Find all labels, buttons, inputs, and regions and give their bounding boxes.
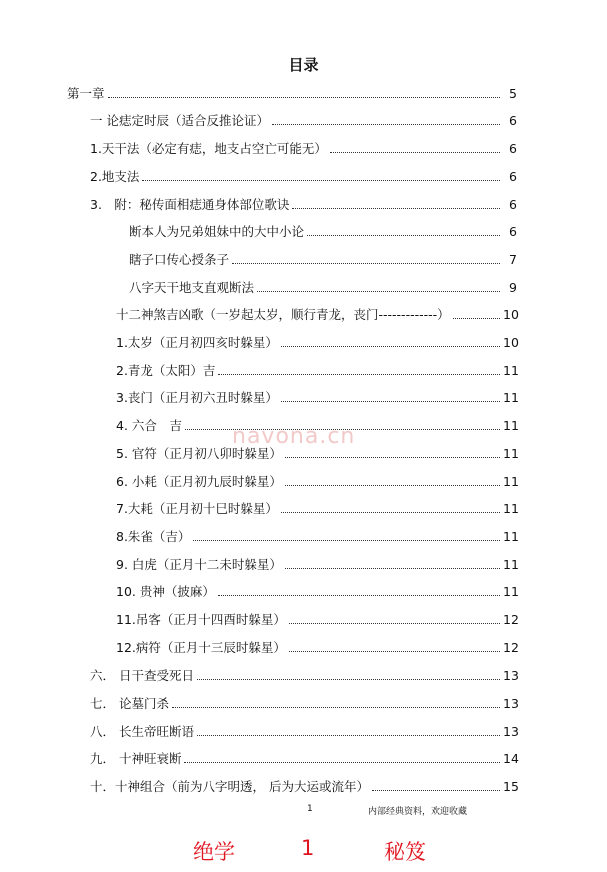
banner-right-text: 秘笈 <box>384 840 426 864</box>
toc-entry-text: 12.病符（正月十三辰时躲星） <box>116 640 286 655</box>
dot-leader <box>289 623 500 624</box>
toc-entry-text: 4. 六合 吉 <box>116 418 182 433</box>
toc-entry-text: 十二神煞吉凶歌（一岁起太岁，顺行青龙，丧门-------------） <box>116 307 450 322</box>
toc-entry-page: 11 <box>503 584 519 599</box>
toc-entry-text: 九． 十神旺衰断 <box>90 751 182 766</box>
toc-entry-text: 9. 白虎（正月十二未时躲星） <box>116 557 282 572</box>
toc-entry[interactable] <box>116 335 517 351</box>
toc-entry-page: 11 <box>503 557 519 572</box>
toc-entry-page: 6 <box>509 197 517 212</box>
toc-entry[interactable] <box>90 696 517 712</box>
toc-entry-text: 一 论痣定时辰（适合反推论证） <box>90 113 269 128</box>
dot-leader <box>453 318 500 319</box>
dot-leader <box>142 180 500 181</box>
toc-entry-text: 1.太岁（正月初四亥时躲星） <box>116 335 278 350</box>
toc-entry-page: 11 <box>503 363 519 378</box>
toc-entry-text: 10. 贵神（披麻） <box>116 584 215 599</box>
toc-entry-page: 6 <box>509 113 517 128</box>
toc-entry[interactable] <box>116 501 517 517</box>
dot-leader <box>218 374 500 375</box>
toc-entry-text: 6. 小耗（正月初九辰时躲星） <box>116 474 282 489</box>
dot-leader <box>218 595 500 596</box>
toc-entry[interactable] <box>116 640 517 656</box>
dot-leader <box>281 346 500 347</box>
watermark-text: navona.cn <box>232 424 356 449</box>
toc-entry-page: 11 <box>503 529 519 544</box>
toc-entry-page: 6 <box>509 141 517 156</box>
toc-entry[interactable] <box>116 529 517 545</box>
toc-entry[interactable] <box>116 307 517 323</box>
toc-entry-text: 八字天干地支直观断法 <box>129 280 255 295</box>
toc-entry-text: 3.丧门（正月初六丑时躲星） <box>116 390 278 405</box>
banner-middle-text: 1 <box>301 836 315 860</box>
dot-leader <box>281 401 500 402</box>
toc-entry-text: 7.大耗（正月初十巳时躲星） <box>116 501 278 516</box>
dot-leader <box>372 790 500 791</box>
toc-entry-text: 瞎子口传心授条子 <box>129 252 230 267</box>
dot-leader <box>281 512 500 513</box>
dot-leader <box>330 152 500 153</box>
dot-leader <box>289 651 500 652</box>
dot-leader <box>108 97 500 98</box>
toc-entry-text: 2.地支法 <box>90 169 140 184</box>
toc-entry[interactable] <box>116 474 517 490</box>
toc-entry-text: 8.朱雀（吉） <box>116 529 191 544</box>
toc-entry[interactable] <box>90 668 517 684</box>
toc-entry[interactable] <box>116 363 517 379</box>
footer-note: 内部经典资料，欢迎收藏 <box>368 807 468 817</box>
toc-entry[interactable] <box>90 113 517 129</box>
toc-entry-page: 5 <box>509 86 517 101</box>
toc-entry-text: 十．十神组合（前为八字明透， 后为大运或流年） <box>90 779 369 794</box>
toc-entry[interactable] <box>116 390 517 406</box>
toc-entry[interactable] <box>67 86 517 102</box>
toc-entry-page: 14 <box>503 751 519 766</box>
dot-leader <box>232 263 500 264</box>
toc-entry-page: 13 <box>503 724 519 739</box>
toc-entry[interactable] <box>129 224 517 240</box>
toc-entry-text: 11.吊客（正月十四酉时躲星） <box>116 612 286 627</box>
toc-entry-text: 3. 附：秘传面相痣通身体部位歌诀 <box>90 197 290 212</box>
dot-leader <box>257 291 500 292</box>
toc-entry-page: 15 <box>503 779 519 794</box>
toc-entry-page: 7 <box>509 252 517 267</box>
dot-leader <box>285 457 500 458</box>
footer-page-number: 1 <box>307 804 313 814</box>
dot-leader <box>193 540 500 541</box>
dot-leader <box>197 679 500 680</box>
toc-entry-page: 9 <box>509 280 517 295</box>
toc-entry[interactable] <box>90 751 517 767</box>
toc-entry-text: 2.青龙（太阳）吉 <box>116 363 216 378</box>
toc-title: 目录 <box>288 56 319 74</box>
dot-leader <box>307 235 500 236</box>
dot-leader <box>292 208 500 209</box>
dot-leader <box>172 707 500 708</box>
toc-entry-page: 12 <box>503 612 519 627</box>
toc-entry[interactable] <box>116 584 517 600</box>
toc-entry-page: 10 <box>503 307 519 322</box>
toc-entry-page: 11 <box>503 446 519 461</box>
toc-entry[interactable] <box>116 612 517 628</box>
toc-entry-page: 11 <box>503 501 519 516</box>
dot-leader <box>272 124 500 125</box>
toc-entry-page: 11 <box>503 390 519 405</box>
toc-entry[interactable] <box>90 724 517 740</box>
toc-entry-page: 11 <box>503 474 519 489</box>
banner-left-text: 绝学 <box>193 840 235 864</box>
dot-leader <box>197 735 500 736</box>
toc-entry-text: 七． 论墓门杀 <box>90 696 169 711</box>
toc-entry[interactable] <box>90 141 517 157</box>
toc-entry-page: 10 <box>503 335 519 350</box>
toc-entry[interactable] <box>90 197 517 213</box>
dot-leader <box>184 762 500 763</box>
toc-entry[interactable] <box>90 169 517 185</box>
toc-entry-page: 6 <box>509 169 517 184</box>
toc-entry-page: 13 <box>503 696 519 711</box>
toc-entry-page: 11 <box>503 418 519 433</box>
toc-entry[interactable] <box>116 557 517 573</box>
dot-leader <box>285 485 500 486</box>
toc-entry-text: 六． 日干查受死日 <box>90 668 194 683</box>
toc-entry-text: 断本人为兄弟姐妹中的大中小论 <box>129 224 305 239</box>
toc-entry-page: 6 <box>509 224 517 239</box>
toc-entry-page: 13 <box>503 668 519 683</box>
toc-entry[interactable] <box>90 779 517 795</box>
dot-leader <box>285 568 500 569</box>
toc-entry[interactable] <box>129 252 517 268</box>
toc-entry[interactable] <box>129 280 517 296</box>
toc-entry-text: 1.天干法（必定有痣，地支占空亡可能无） <box>90 141 327 156</box>
toc-entry-page: 12 <box>503 640 519 655</box>
toc-entry-text: 5. 官符（正月初八卯时躲星） <box>116 446 282 461</box>
toc-entry-text: 第一章 <box>67 86 105 101</box>
toc-entry-text: 八． 长生帝旺断语 <box>90 724 194 739</box>
